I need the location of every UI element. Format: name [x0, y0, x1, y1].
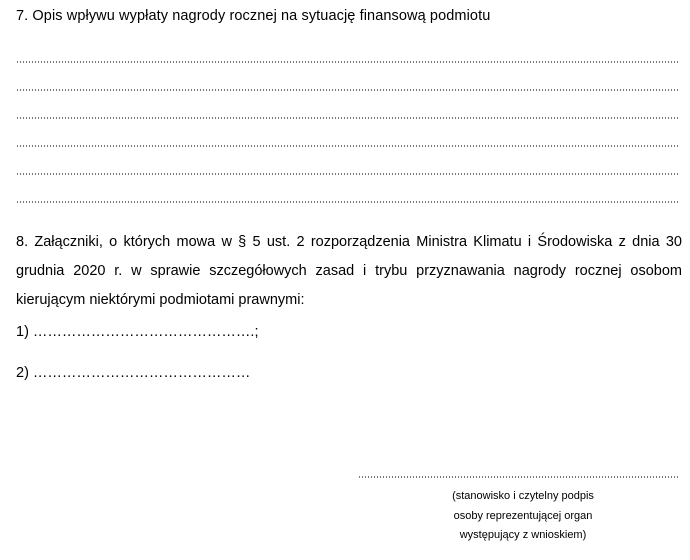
dotted-line-5 — [16, 173, 678, 175]
signature-caption-line-2: osoby reprezentującej organ — [453, 510, 593, 522]
dotted-line-3 — [16, 117, 678, 119]
section-8-text: 8. Załączniki, o których mowa w § 5 ust. 2 rozporządzenia Ministra Klimatu i Środowiska z dnia 30 grudnia 2020 r. w sprawie szczegółowych zasad i trybu przyznawania nagrody rocznej osobom kierującym niektórymi podmiotami prawnymi: — [16, 234, 682, 308]
section-7-title: 7. Opis wpływu wypłaty nagrody rocznej na sytuację finansową podmiotu — [16, 8, 491, 24]
attachment-item-2: 2) ……………………………………… — [16, 365, 251, 381]
attachment-item-1: 1) ……………………………………….; — [16, 324, 259, 340]
dotted-line-4 — [16, 145, 678, 147]
signature-caption-line-3: występujący z wnioskiem) — [459, 529, 587, 541]
dotted-line-6 — [16, 201, 678, 203]
signature-dotted-line — [358, 476, 678, 478]
dotted-line-1 — [16, 61, 678, 63]
signature-caption-line-1: (stanowisko i czytelny podpis — [452, 490, 594, 502]
dotted-line-2 — [16, 89, 678, 91]
